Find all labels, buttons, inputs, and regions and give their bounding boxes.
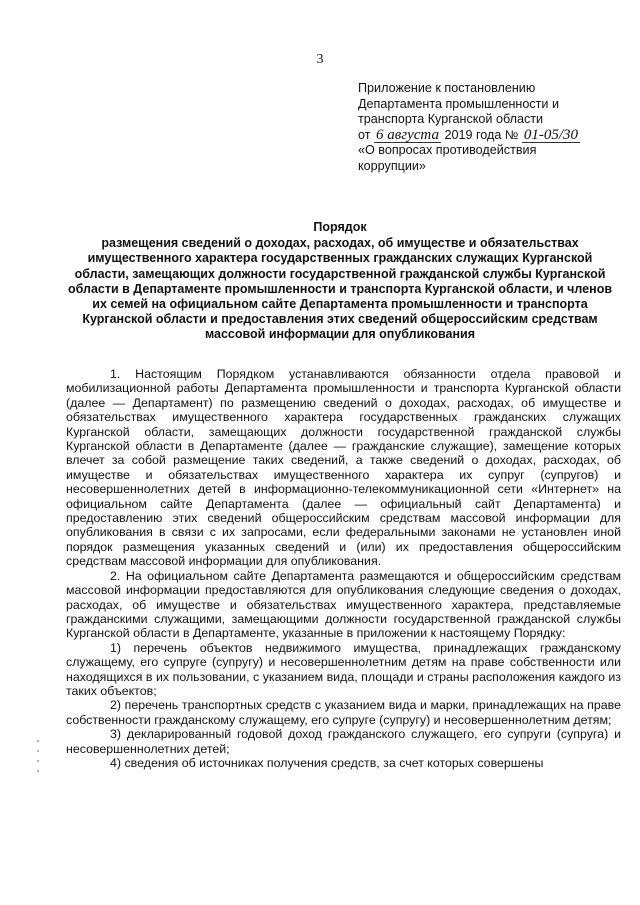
- list-item-3: 3) декларированный годовой доход гражданского служащего, его супруги (супруга) и несовершеннолетних детей;: [66, 727, 621, 756]
- margin-dots: [36, 737, 40, 781]
- appendix-line-1: Приложение к постановлению: [358, 81, 536, 95]
- page-number: 3: [316, 52, 324, 67]
- title-subheading: размещения сведений о доходах, расходах, об имуществе и обязательствах имущественного характера государственных гражданских служащих Курганской области, замещающих должности государственной гражданской службы Курганской области в Департаменте промышленности и транспорта Курганской области, и членов их семей на официальном сайте Департамента промышленности и транспорта Курганской области и предоставления этих сведений общероссийским средствам массовой информации для опубликования: [67, 236, 613, 342]
- appendix-line-5: «О вопросах противодействия: [358, 143, 537, 158]
- from-label: от: [358, 127, 371, 142]
- list-item-4: 4) сведения об источниках получения средств, за счет которых совершены: [110, 755, 544, 770]
- paragraph-2: 2. На официальном сайте Департамента размещаются и общероссийским средствам массовой информации предоставляются для опубликования следующие сведения о доходах, расходах, об имуществе и обязательствах имущественного характера, представляемые гражданскими служащими, замещающими должности государственной гражданской службы Курганской области в Департаменте, указанные в приложении к настоящему Порядку:: [66, 568, 621, 641]
- title-heading: Порядок: [313, 220, 367, 234]
- appendix-line-6: коррупции»: [358, 158, 426, 173]
- paragraph-1: 1. Настоящим Порядком устанавливаются обязанности отдела правовой и мобилизационной работы Департамента промышленности и транспорта Курганской области (далее — Департамент) по размещению сведений о доходах, расходах, об имуществе и обязательствах имущественного характера государственных гражданских служащих Курганской области, замещающих должности государственной гражданской службы Курганской области в Департаменте (далее — гражданские служащие), замещение которых влечет за собой размещение таких сведений, а также сведений о доходах, расходах, об имуществе и обязательствах имущественного характера их супруг (супругов) и несовершеннолетних детей в информационно-телекоммуникационной сети «Интернет» на официальном сайте Департамента (далее — официальный сайт Департамента) и предоставлению этих сведений общероссийским средствам массовой информации для опубликования в связи с их запросами, если федеральными законами не установлен иной порядок размещения указанных сведений и (или) их предоставления общероссийским средствам массовой информации для опубликования.: [66, 367, 621, 569]
- document-title: [60, 220, 620, 343]
- year-text: 2019 года №: [444, 127, 519, 142]
- appendix-line-3: транспорта Курганской области: [358, 112, 544, 127]
- list-item-1: 1) перечень объектов недвижимого имущества, принадлежащих гражданскому служащему, его супруге (супругу) и несовершеннолетним детям на праве собственности или находящихся в их пользовании, с указанием вида, площади и страны расположения каждого из таких объектов;: [66, 640, 621, 698]
- document-body: [66, 367, 621, 770]
- appendix-date-line: [358, 128, 630, 144]
- appendix-header: [358, 81, 630, 175]
- handwritten-date: 6 августа: [376, 126, 439, 143]
- appendix-line-2: Департамента промышленности и: [358, 96, 560, 111]
- list-item-2: 2) перечень транспортных средств с указанием вида и марки, принадлежащих на праве собственности гражданскому служащему, его супруге (супругу) и несовершеннолетним детям;: [66, 698, 621, 727]
- handwritten-number: 01-05/30: [523, 126, 579, 143]
